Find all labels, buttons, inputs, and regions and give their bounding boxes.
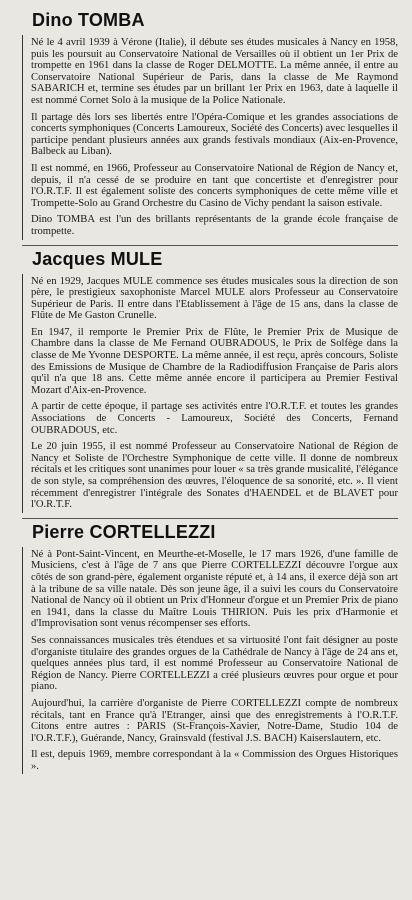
section-heading: Dino TOMBA — [32, 10, 145, 30]
paragraph: Né en 1929, Jacques MULE commence ses études musicales sous la direction de son père, le prestigieux saxophoniste Marcel MULE alors Professeur au Conservatoire Supérieur de Paris. Il entre dans l'Etablissement à l'âge de 15 ans, dans la classe de Flûte de Me Gaston Crunelle. — [31, 275, 398, 322]
section-body — [22, 547, 398, 775]
paragraph: Aujourd'hui, la carrière d'organiste de Pierre CORTELLEZZI compte de nombreux récitals, tant en France qu'à l'Etranger, ainsi que des enregistrements à l'O.R.T.F. Citons entre autres : PARIS (St-François-Xavier, Notre-Dame, Studio 104 de l'O.R.T.F.), Guérande, Nancy, Grainsvald (festival J.S. BACH) Kaiserslautern, etc. — [31, 697, 398, 744]
paragraph: Ses connaissances musicales très étendues et sa virtuosité l'ont fait désigner au poste d'organiste titulaire des grandes orgues de la Cathédrale de Nancy à l'âge de 24 ans et, quelques années plus tard, il est nommé Professeur au Conservatoire National de Région de Nancy. Pierre CORTELLEZZI a créé plusieurs œuvres pour orgue et pour piano. — [31, 634, 398, 693]
section-body — [22, 35, 398, 240]
paragraph: Né à Pont-Saint-Vincent, en Meurthe-et-Moselle, le 17 mars 1926, d'une famille de Musiciens, c'est à l'âge de 7 ans que Pierre CORTELLEZZI découvre l'orgue aux côtés de son grand-père, également organiste réputé et, à 14 ans, il exerce déjà son art à la tribune de sa ville natale. Dès son jeune âge, il a suivi les cours du Conservatoire National de Nancy où il obtient un Prix d'Honneur d'orgue et un Premier Prix de piano en 1941, dans la classe du Maître Louis THIRION. Puis les prix d'Harmonie et d'Improvisation sont venus récompenser ses efforts. — [31, 548, 398, 630]
paragraph: Il partage dès lors ses libertés entre l'Opéra-Comique et les grandes associations de concerts symphoniques (Concerts Lamoureux, Société des Concerts) avec lesquelles il participe pendant plusieurs années aux grands festivals mondiaux (Aix-en-Provence, Balbeck au Liban). — [31, 111, 398, 158]
paragraph: Il est, depuis 1969, membre correspondant à la « Commission des Orgues Historiques ». — [31, 749, 398, 772]
paragraph: En 1947, il remporte le Premier Prix de Flûte, le Premier Prix de Musique de Chambre dans la classe de Me Fernand OUBRADOUS, le Prix de Solfège dans la classe de Me Yvonne DESPORTE. La même année, il est reçu, après concours, Soliste des Emissions de Musique de Chambre de la Radiodiffusion Française de Paris alors qu'il n'a que 18 ans. Cette même année encore il participera au Premier Festival Mozart d'Aix-en-Provence. — [31, 326, 398, 396]
section-divider — [22, 245, 398, 246]
paragraph: A partir de cette époque, il partage ses activités entre l'O.R.T.F. et toutes les grandes Associations de Concerts - Lamoureux, Société des Concerts, Fernand OUBRADOUS, etc. — [31, 401, 398, 436]
section-divider — [22, 518, 398, 519]
paragraph: Il est nommé, en 1966, Professeur au Conservatoire National de Région de Nancy et, depuis, il n'a cessé de se produire en tant que concertiste et d'enregistrer pour l'O.R.T.F. Il est également soliste des concerts symphoniques de cette même ville et Trompette-Solo au Grand Orchestre du Casino de Vichy pendant la saison estivale. — [31, 162, 398, 209]
section-heading: Jacques MULE — [32, 248, 163, 269]
section-body — [22, 274, 398, 513]
section-jacques-mule — [22, 249, 398, 513]
paragraph: Né le 4 avril 1939 à Vérone (Italie), il débute ses études musicales à Nancy en 1958, puis les poursuit au Conservatoire National de Versailles où il obtient un 1er Prix de trompette en 1961 dans la classe de Roger DELMOTTE. La même année, il entre au Conservatoire National Supérieur de Paris, dans la classe de Me Raymond SABARICH et, termine ses études par un brillant 1er Prix en 1963, date à laquelle il est nommé Cornet Solo à la musique de la Police Nationale. — [31, 37, 398, 106]
paragraph: Dino TOMBA est l'un des brillants représentants de la grande école française de trompette. — [31, 214, 398, 237]
section-pierre-cortellezzi — [22, 522, 398, 775]
section-heading: Pierre CORTELLEZZI — [32, 521, 216, 542]
paragraph: Le 20 juin 1955, il est nommé Professeur au Conservatoire National de Région de Nancy et Soliste de l'Orchestre Symphonique de cette ville. Il donne de nombreux récitals et les critiques sont unanimes pour louer « sa très grande musicalité, l'élégance de son style, sa compréhension des œuvres, l'éloquence de sa sonorité, etc. ». Il vient récemment d'enregistrer l'intégrale des Sonates d'HAENDEL et de BLAVET pour l'O.R.T.F. — [31, 441, 398, 511]
section-dino-tomba — [22, 10, 398, 240]
